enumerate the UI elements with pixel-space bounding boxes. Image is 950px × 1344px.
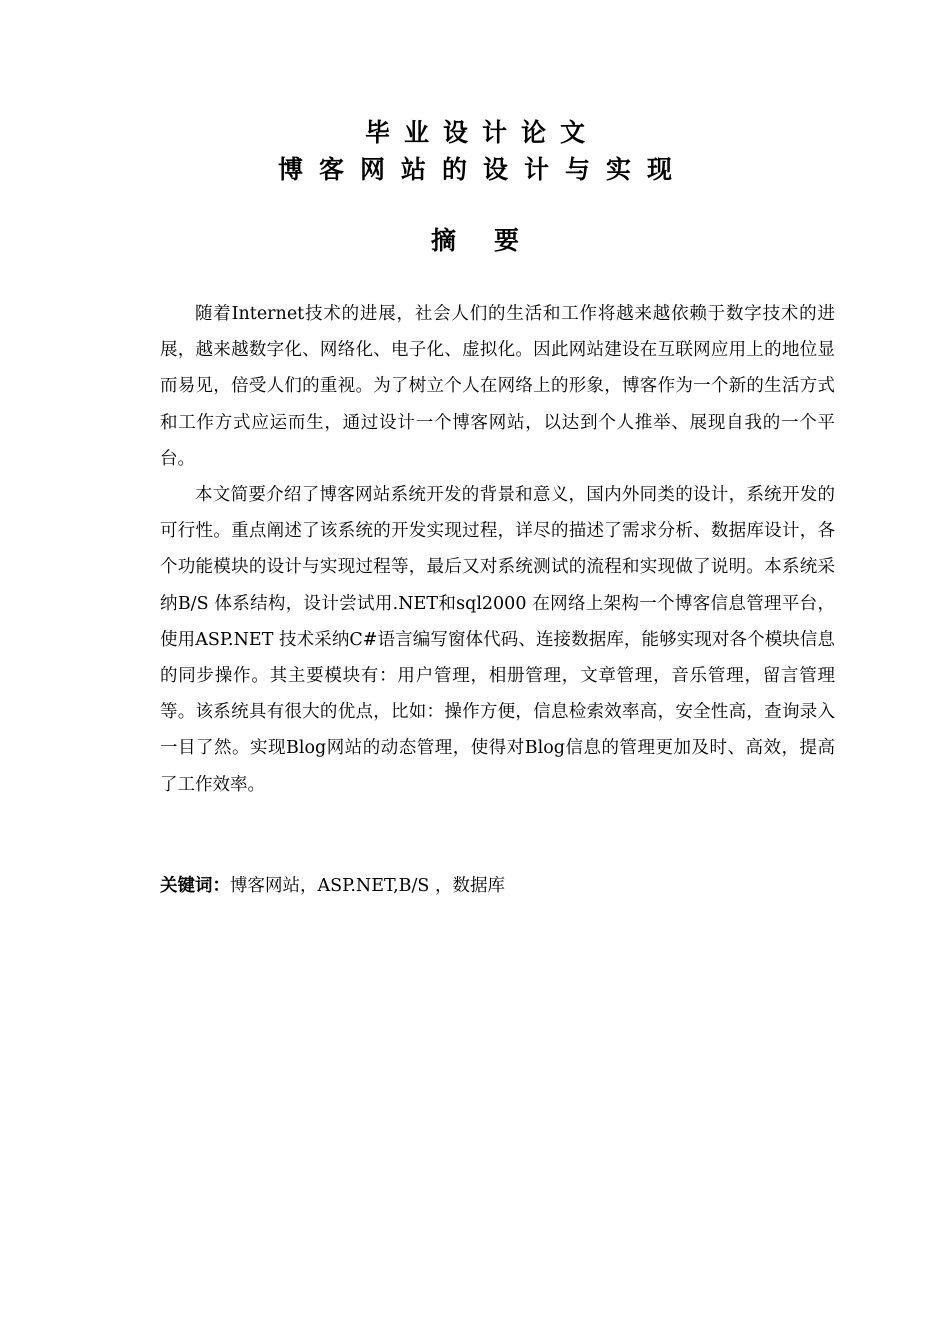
keywords-line	[160, 871, 835, 901]
abstract-heading: 摘要	[430, 226, 557, 255]
abstract-body	[160, 296, 835, 803]
thesis-title: 博客网站的设计与实现	[277, 155, 688, 184]
keywords-value: 博客网站，ASP.NET,B/S ，数据库	[230, 876, 505, 896]
keywords-label: 关键词：	[160, 876, 230, 896]
abstract-paragraph-2: 本文简要介绍了博客网站系统开发的背景和意义，国内外同类的设计，系统开发的可行性。重点阐述了该系统的开发实现过程，详尽的描述了需求分析、数据库设计，各个功能模块的设计与实现过程等，最后又对系统测试的流程和实现做了说明。本系统采纳B/S 体系结构，设计尝试用.NET和sql2000 在网络上架构一个博客信息管理平台，使用ASP.NET 技术采纳C#语言编写窗体代码、连接数据库，能够实现对各个模块信息的同步操作。其主要模块有：用户管理，相册管理，文章管理，音乐管理，留言管理等。该系统具有很大的优点，比如：操作方便，信息检索效率高，安全性高，查询录入一目了然。实现Blog网站的动态管理，使得对Blog信息的管理更加及时、高效，提高了工作效率。	[160, 485, 835, 795]
abstract-paragraph-1: 随着Internet技术的进展，社会人们的生活和工作将越来越依赖于数字技术的进展，越来越数字化、网络化、电子化、虚拟化。因此网站建设在互联网应用上的地位显而易见，倍受人们的重视。为了树立个人在网络上的形象，博客作为一个新的生活方式和工作方式应运而生，通过设计一个博客网站，以达到个人推举、展现自我的一个平台。	[160, 304, 835, 469]
thesis-type-title: 毕业设计论文	[364, 118, 599, 147]
